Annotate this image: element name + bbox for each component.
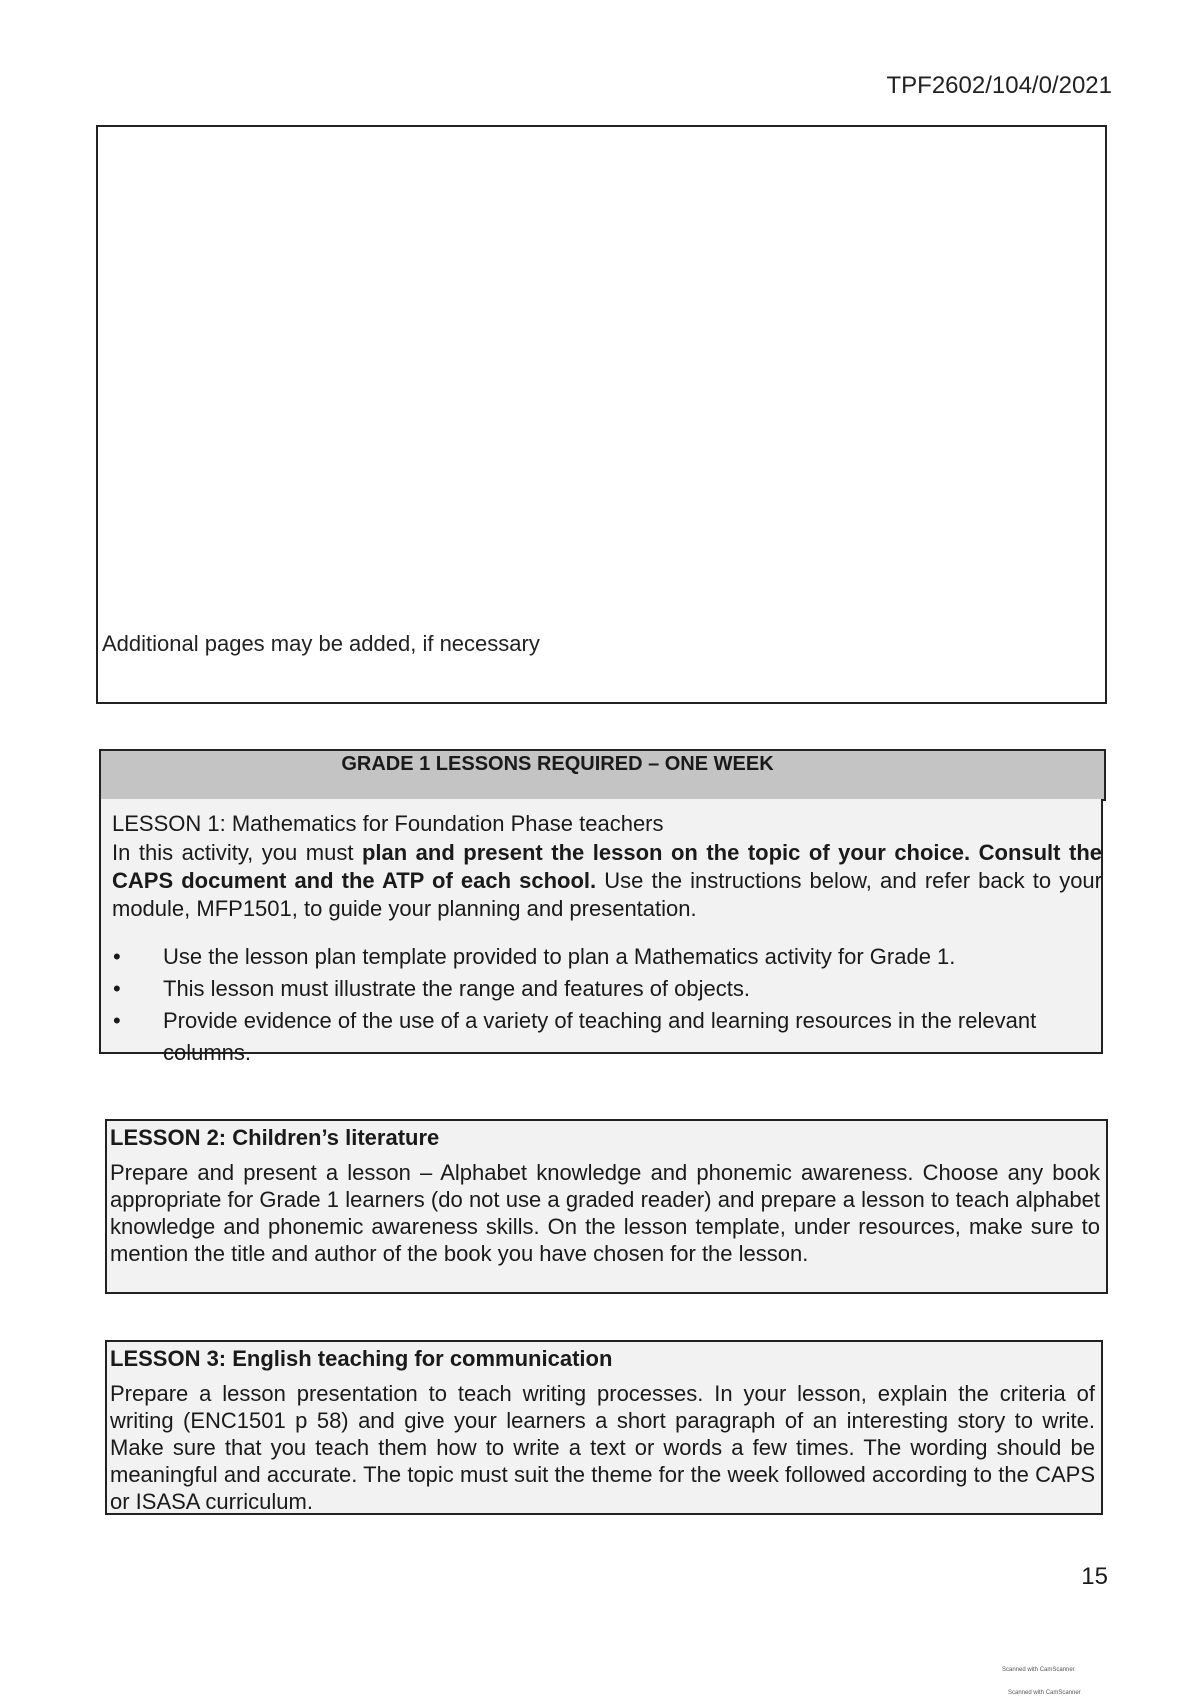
bullet-text: Provide evidence of the use of a variety of teaching and learning resources in the relevant columns. bbox=[163, 1008, 1037, 1065]
lesson-2-text: Prepare and present a lesson – Alphabet knowledge and phonemic awareness. Choose any book appropriate for Grade 1 learners (do not use a graded reader) and prepare a lesson to teach alphabet knowledge and phonemic awareness skills. On the lesson template, under resources, make sure to mention the title and author of the book you have chosen for the lesson. bbox=[110, 1160, 1100, 1266]
bullet-icon: • bbox=[113, 944, 121, 969]
list-item bbox=[101, 941, 1121, 973]
list-item bbox=[101, 973, 1121, 1005]
bullet-text: Use the lesson plan template provided to plan a Mathematics activity for Grade 1. bbox=[163, 944, 956, 969]
lesson-1-box bbox=[99, 749, 1106, 1065]
lesson-3-box bbox=[105, 1340, 1103, 1515]
answer-box bbox=[96, 125, 1107, 704]
scan-watermark: Scanned with CamScanner bbox=[1002, 1667, 1075, 1673]
answer-note: Additional pages may be added, if necessary bbox=[102, 631, 540, 656]
scan-watermark: Scanned with CamScanner bbox=[1008, 1690, 1081, 1696]
lesson-2-title: LESSON 2: Children’s literature bbox=[110, 1125, 440, 1150]
bullet-text: This lesson must illustrate the range and features of objects. bbox=[163, 976, 750, 1001]
lesson-2-box bbox=[105, 1119, 1108, 1294]
lesson-1-intro-bold: plan and present the lesson on the topic of your choice. Consult the CAPS document and the ATP of each school. bbox=[112, 840, 1102, 893]
lesson-1-instructions bbox=[112, 839, 1102, 923]
lesson-1-bullet-list bbox=[101, 941, 1121, 1069]
lesson-1-intro-rest: Use the instructions below, and refer back to your module, MFP1501, to guide your planning and presentation. bbox=[112, 868, 1102, 921]
lessons-required-header: GRADE 1 LESSONS REQUIRED – ONE WEEK bbox=[99, 749, 1106, 801]
lesson-1-title: LESSON 1: Mathematics for Foundation Phase teachers bbox=[112, 811, 664, 836]
lesson-3-title: LESSON 3: English teaching for communication bbox=[110, 1346, 613, 1371]
bullet-icon: • bbox=[113, 976, 121, 1001]
bullet-icon: • bbox=[113, 1008, 121, 1033]
page-number: 15 bbox=[1081, 1563, 1108, 1590]
lesson-1-body bbox=[99, 799, 1103, 1065]
lesson-3-text: Prepare a lesson presentation to teach writing processes. In your lesson, explain the criteria of writing (ENC1501 p 58) and give your learners a short paragraph of an interesting story to write. Make sure that you teach them how to write a text or words a few times. The wording should be meaningful and accurate. The topic must suit the theme for the week followed according to the CAPS or ISASA curriculum. bbox=[110, 1381, 1095, 1514]
document-code: TPF2602/104/0/2021 bbox=[886, 72, 1112, 99]
list-item bbox=[101, 1005, 1121, 1069]
lesson-1-intro: In this activity, you must bbox=[112, 840, 362, 865]
